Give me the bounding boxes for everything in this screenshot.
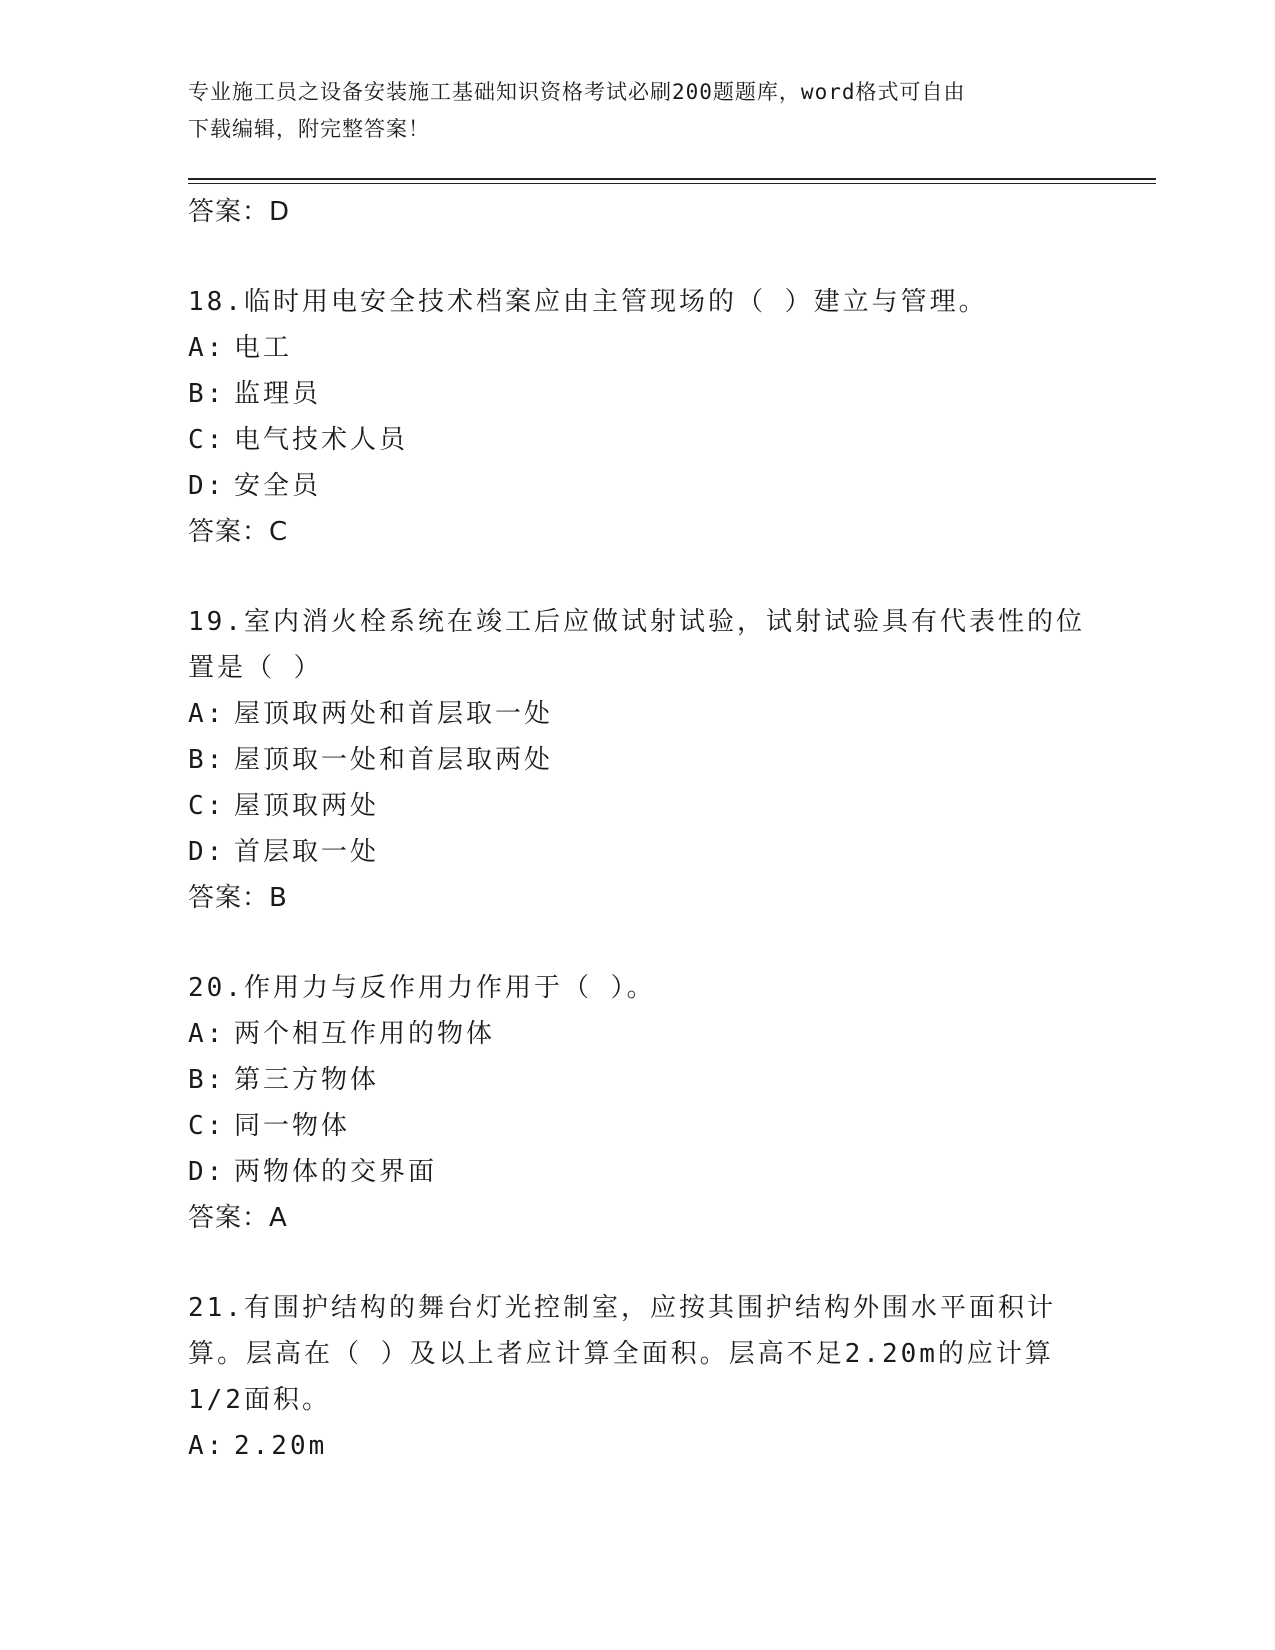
- option-letter: B:: [188, 1065, 226, 1095]
- option-a: [188, 691, 1088, 737]
- question-18: [188, 279, 1088, 555]
- option-d: [188, 463, 1088, 509]
- option-letter: C:: [188, 791, 226, 821]
- option-text: 同一物体: [234, 1111, 351, 1141]
- option-text: 屋顶取两处: [234, 791, 380, 821]
- option-b: [188, 737, 1088, 783]
- option-c: [188, 1103, 1088, 1149]
- option-text: 电气技术人员: [234, 425, 409, 455]
- answer: 答案：B: [188, 883, 288, 913]
- spacer: [188, 235, 1088, 279]
- question-text: 19.室内消火栓系统在竣工后应做试射试验，试射试验具有代表性的位置是（ ）: [188, 607, 1085, 683]
- question-text: 21.有围护结构的舞台灯光控制室，应按其围护结构外围水平面积计算。层高在（ ）及以上者应计算全面积。层高不足2.20m的应计算1/2面积。: [188, 1293, 1056, 1415]
- option-c: [188, 783, 1088, 829]
- question-list: [188, 189, 1088, 1469]
- option-letter: D:: [188, 471, 226, 501]
- option-d: [188, 829, 1088, 875]
- option-text: 两物体的交界面: [234, 1157, 438, 1187]
- question-20: [188, 965, 1088, 1241]
- header-rule-thin: [188, 183, 1156, 184]
- header-line-2: 下载编辑，附完整答案！: [188, 117, 430, 141]
- question-text: 20.作用力与反作用力作用于（ ）。: [188, 973, 656, 1003]
- option-text: 屋顶取两处和首层取一处: [234, 699, 554, 729]
- option-letter: A:: [188, 1019, 226, 1049]
- option-text: 两个相互作用的物体: [234, 1019, 496, 1049]
- answer: 答案：C: [188, 517, 289, 547]
- option-a: [188, 325, 1088, 371]
- option-text: 屋顶取一处和首层取两处: [234, 745, 554, 775]
- option-text: 2.20m: [234, 1431, 328, 1461]
- option-letter: C:: [188, 425, 226, 455]
- header-rule-thick: [188, 178, 1156, 180]
- option-letter: A:: [188, 1431, 226, 1461]
- spacer: [188, 921, 1088, 965]
- option-text: 电工: [234, 333, 293, 363]
- option-b: [188, 1057, 1088, 1103]
- option-b: [188, 371, 1088, 417]
- header-line-1: 专业施工员之设备安装施工基础知识资格考试必刷200题题库，word格式可自由: [188, 80, 966, 104]
- option-a: [188, 1011, 1088, 1057]
- answer: 答案：A: [188, 1203, 288, 1233]
- spacer: [188, 1241, 1088, 1285]
- option-text: 首层取一处: [234, 837, 380, 867]
- document-header: [188, 74, 1088, 148]
- question-19: [188, 599, 1088, 921]
- question-21: [188, 1285, 1088, 1469]
- option-d: [188, 1149, 1088, 1195]
- option-letter: D:: [188, 1157, 226, 1187]
- option-letter: D:: [188, 837, 226, 867]
- option-text: 监理员: [234, 379, 322, 409]
- option-letter: A:: [188, 333, 226, 363]
- option-letter: B:: [188, 745, 226, 775]
- previous-answer: 答案：D: [188, 197, 291, 227]
- option-letter: A:: [188, 699, 226, 729]
- option-letter: C:: [188, 1111, 226, 1141]
- spacer: [188, 555, 1088, 599]
- option-c: [188, 417, 1088, 463]
- question-text: 18.临时用电安全技术档案应由主管现场的（ ）建立与管理。: [188, 287, 988, 317]
- option-text: 安全员: [234, 471, 322, 501]
- option-text: 第三方物体: [234, 1065, 380, 1095]
- option-a: [188, 1423, 1088, 1469]
- option-letter: B:: [188, 379, 226, 409]
